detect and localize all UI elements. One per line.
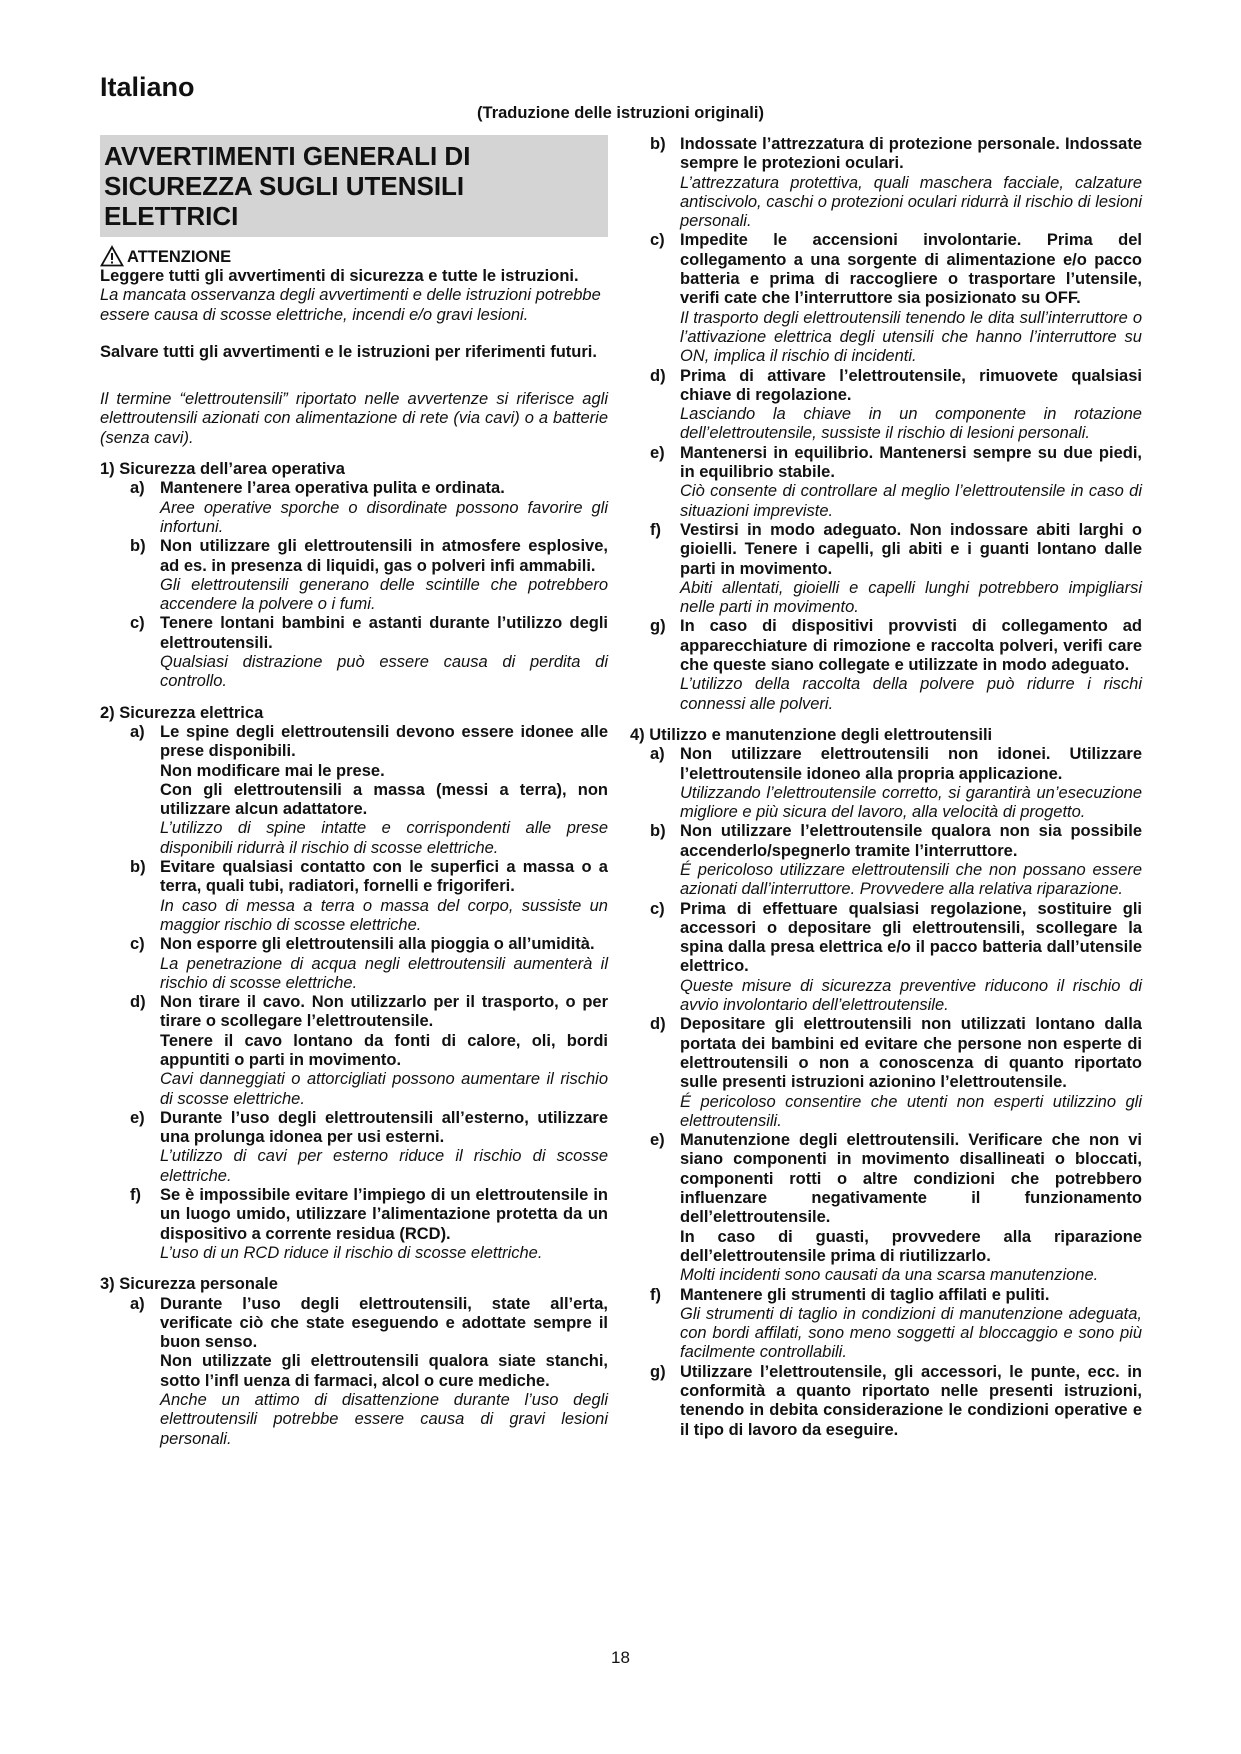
list-item	[650, 1015, 1142, 1131]
item-italic: Aree operative sporche o disordinate possono favorire gli infortuni.	[160, 498, 608, 536]
section-heading: 1) Sicurezza dell’area operativa	[100, 460, 345, 479]
warning-triangle-icon	[100, 245, 124, 267]
item-label: d)	[650, 366, 666, 385]
list-item	[130, 723, 608, 858]
item-bold: Prima di attivare l’elettroutensile, rimuovete qualsiasi chiave di regolazione.	[680, 366, 1142, 404]
item-bold: Non utilizzare elettroutensili non idonei. Utilizzare l’elettroutensile idoneo alla propria applicazione.	[680, 745, 1142, 783]
item-label: f)	[650, 520, 661, 539]
left-column	[100, 135, 608, 1449]
item-italic: Cavi danneggiati o attorcigliati possono aumentare il rischio di scosse elettriche.	[160, 1070, 608, 1108]
section-heading: 3) Sicurezza personale	[100, 1275, 278, 1294]
item-bold: Non esporre gli elettroutensili alla pioggia o all’umidità.	[160, 935, 595, 954]
item-bold: In caso di guasti, provvedere alla riparazione dell’elettroutensile prima di riutilizzarlo.	[680, 1227, 1142, 1265]
list-item	[650, 521, 1142, 617]
page-language: Italiano	[100, 72, 195, 102]
list-item	[650, 444, 1142, 521]
list-item	[650, 367, 1142, 444]
item-bold: Prima di effettuare qualsiasi regolazione, sostituire gli accessori o depositare gli elettroutensili, scollegare la spina dalla presa elettrica e/o il pacco batteria dall’utensile elettrico.	[680, 899, 1142, 976]
item-italic: In caso di messa a terra o massa del corpo, sussiste un maggior rischio di scosse elettriche.	[160, 896, 608, 934]
item-label: b)	[650, 822, 666, 841]
warning-heading	[100, 245, 608, 267]
item-italic: Lasciando la chiave in un componente in rotazione dell’elettroutensile, sussiste il rischio di lesioni personali.	[680, 405, 1142, 443]
item-label: d)	[650, 1015, 666, 1034]
item-bold: Se è impossibile evitare l’impiego di un elettroutensile in un luogo umido, utilizzare l’alimentazione protetta da un dispositivo a corrente residua (RCD).	[160, 1186, 608, 1243]
item-label: d)	[130, 993, 146, 1012]
item-italic: Qualsiasi distrazione può essere causa di perdita di controllo.	[160, 653, 608, 691]
item-italic: Gli elettroutensili generano delle scintille che potrebbero accendere la polvere o i fumi.	[160, 575, 608, 614]
item-label: g)	[650, 617, 666, 636]
item-italic: Il trasporto degli elettroutensili tenendo le dita sull’interruttore o l’attivazione elettrica degli utensili che hanno l’interruttore su ON, implica il rischio di incidenti.	[680, 308, 1142, 366]
item-bold: Indossate l’attrezzatura di protezione personale. Indossate sempre le protezioni oculari.	[680, 135, 1142, 173]
list-item	[650, 1286, 1142, 1363]
item-italic: É pericoloso utilizzare elettroutensili che non possano essere azionati dall’interruttore. Provvedere alla relativa riparazione.	[680, 860, 1142, 899]
item-italic: Gli strumenti di taglio in condizioni di manutenzione adeguata, con bordi affilati, sono meno soggetti al bloccaggio e sono più facilmente controllabili.	[680, 1304, 1142, 1362]
item-label: e)	[650, 443, 665, 462]
section-heading: 4) Utilizzo e manutenzione degli elettroutensili	[630, 725, 993, 744]
item-label: b)	[130, 858, 146, 877]
item-italic: Queste misure di sicurezza preventive riducono il rischio di avvio involontario dell’elettroutensile.	[680, 976, 1142, 1015]
list-item	[650, 231, 1142, 366]
list-item	[650, 135, 1142, 231]
item-bold: Evitare qualsiasi contatto con le superfici a massa o a terra, quali tubi, radiatori, fornelli e frigoriferi.	[160, 858, 608, 896]
item-italic: L’utilizzo di spine intatte e corrispondenti alle prese disponibili ridurrà il rischio di scosse elettriche.	[160, 819, 608, 857]
section-title	[100, 135, 608, 237]
title-line: SICUREZZA SUGLI UTENSILI	[104, 171, 465, 201]
list-item	[130, 1109, 608, 1186]
item-bold: Vestirsi in modo adeguato. Non indossare abiti larghi o gioielli. Tenere i capelli, gli abiti e i guanti lontano dalle parti in movimento.	[680, 520, 1142, 578]
item-italic: Anche un attimo di disattenzione durante l’uso degli elettroutensili potrebbe essere causa di gravi lesioni personali.	[160, 1391, 608, 1448]
item-bold: Depositare gli elettroutensili non utilizzati lontano dalla portata dei bambini ed evitare che persone non esperte di elettroutensili o non a conoscenza di quanto riportato sulle presenti istruzioni azionino l’elettroutensile.	[680, 1015, 1142, 1092]
item-bold: Mantenere gli strumenti di taglio affilati e puliti.	[680, 1285, 1050, 1304]
item-label: c)	[650, 899, 665, 918]
list-item	[130, 935, 608, 993]
item-bold: Non tirare il cavo. Non utilizzarlo per il trasporto, o per tirare o scollegare l’elettroutensile.	[160, 993, 608, 1031]
list-item	[650, 900, 1142, 1016]
item-italic: Ciò consente di controllare al meglio l’elettroutensile in caso di situazioni impreviste.	[680, 482, 1142, 520]
list-item	[130, 993, 608, 1109]
item-label: g)	[650, 1362, 666, 1381]
item-bold: Durante l’uso degli elettroutensili all’esterno, utilizzare una prolunga idonea per usi esterni.	[160, 1108, 608, 1147]
warning-label: ATTENZIONE	[127, 248, 232, 266]
item-label: c)	[130, 935, 145, 954]
right-column	[630, 135, 1142, 1440]
section-heading: 2) Sicurezza elettrica	[100, 703, 264, 722]
subtitle: (Traduzione delle istruzioni originali)	[477, 104, 764, 122]
item-label: a)	[650, 745, 665, 764]
list-item	[650, 745, 1142, 822]
warning-italic: La mancata osservanza degli avvertimenti e delle istruzioni potrebbe essere causa di scosse elettriche, incendi e/o gravi lesioni.	[100, 286, 601, 324]
item-label: a)	[130, 722, 145, 741]
list-item	[130, 537, 608, 614]
item-bold: Non modificare mai le prese.	[160, 761, 385, 780]
list-item	[130, 858, 608, 935]
item-italic: Molti incidenti sono causati da una scarsa manutenzione.	[680, 1266, 1099, 1285]
item-bold: Le spine degli elettroutensili devono essere idonee alle prese disponibili.	[160, 722, 608, 761]
list-item	[650, 1363, 1142, 1440]
list-item	[130, 1295, 608, 1449]
item-italic: La penetrazione di acqua negli elettroutensili aumenterà il rischio di scosse elettriche.	[160, 954, 608, 992]
item-bold: Tenere il cavo lontano da fonti di calore, oli, bordi appuntiti o parti in movimento.	[160, 1031, 608, 1069]
item-bold: Non utilizzate gli elettroutensili qualora siate stanchi, sotto l’infl uenza di farmaci, alcol o cure mediche.	[160, 1352, 608, 1390]
item-label: b)	[130, 537, 146, 556]
item-bold: Mantenersi in equilibrio. Mantenersi sempre su due piedi, in equilibrio stabile.	[680, 443, 1142, 482]
item-label: a)	[130, 1294, 145, 1313]
item-italic: L’utilizzo della raccolta della polvere può ridurre i rischi connessi alle polveri.	[680, 675, 1142, 713]
page-number: 18	[611, 1648, 630, 1667]
item-bold: Impedite le accensioni involontarie. Prima del collegamento a una sorgente di alimentazione e/o pacco batteria e prima di raccogliere o trasportare l’utensile, verifi cate che l’interruttore sia posizionato su OFF.	[680, 231, 1142, 308]
warning-bold: Leggere tutti gli avvertimenti di sicurezza e tutte le istruzioni.	[100, 267, 579, 285]
item-label: f)	[650, 1285, 661, 1304]
list-item	[130, 614, 608, 691]
item-bold: Durante l’uso degli elettroutensili, state all’erta, verificate ciò che state eseguendo e adottate sempre il buon senso.	[160, 1294, 608, 1352]
item-bold: Non utilizzare l’elettroutensile qualora non sia possibile accenderlo/spegnerlo tramite l’interruttore.	[680, 822, 1142, 860]
item-italic: É pericoloso consentire che utenti non esperti utilizzino gli elettroutensili.	[680, 1092, 1142, 1130]
list-item	[130, 479, 608, 537]
item-bold: Utilizzare l’elettroutensile, gli accessori, le punte, ecc. in conformità a quanto riportato nelle presenti istruzioni, tenendo in debita considerazione le condizioni operative e il tipo di lavoro da eseguire.	[680, 1362, 1142, 1439]
item-italic: L’attrezzatura protettiva, quali maschera facciale, calzature antiscivolo, caschi o protezioni oculari ridurrà il rischio di lesioni personali.	[680, 173, 1142, 231]
item-italic: Utilizzando l’elettroutensile corretto, si garantirà un’esecuzione migliore e più sicura del lavoro, alla velocità di progetto.	[680, 783, 1142, 822]
list-item	[650, 822, 1142, 899]
item-bold: Non utilizzare gli elettroutensili in atmosfere esplosive, ad es. in presenza di liquidi, gas o polveri infi ammabili.	[160, 537, 608, 575]
term-definition: Il termine “elettroutensili” riportato nelle avvertenze si riferisce agli elettroutensili azionati con alimentazione di rete (via cavi) o a batterie (senza cavi).	[100, 390, 608, 447]
list-item	[130, 1186, 608, 1263]
list-item	[650, 617, 1142, 713]
item-label: f)	[130, 1186, 141, 1205]
list-item	[650, 1131, 1142, 1285]
save-instructions: Salvare tutti gli avvertimenti e le istruzioni per riferimenti futuri.	[100, 342, 597, 361]
item-label: a)	[130, 479, 145, 498]
item-label: c)	[130, 614, 145, 633]
item-italic: L’uso di un RCD riduce il rischio di scosse elettriche.	[160, 1243, 543, 1262]
item-label: e)	[130, 1108, 145, 1127]
item-label: c)	[650, 231, 665, 250]
item-bold: In caso di dispositivi provvisti di collegamento ad apparecchiature di rimozione e raccolta polveri, verifi care che queste siano collegate e utilizzate in modo adeguato.	[680, 617, 1142, 675]
item-italic: Abiti allentati, gioielli e capelli lunghi potrebbero impigliarsi nelle parti in movimento.	[680, 578, 1142, 617]
title-line: AVVERTIMENTI GENERALI DI	[104, 141, 471, 171]
item-bold: Manutenzione degli elettroutensili. Verificare che non vi siano componenti in movimento disallineati o bloccati, componenti rotti o altre condizioni che potrebbero influenzare negativamente il funzionamento dell’elettroutensile.	[680, 1131, 1142, 1227]
item-bold: Tenere lontani bambini e astanti durante l’utilizzo degli elettroutensili.	[160, 614, 608, 652]
title-line: ELETTRICI	[104, 201, 239, 231]
item-italic: L’utilizzo di cavi per esterno riduce il rischio di scosse elettriche.	[160, 1147, 608, 1185]
item-bold: Con gli elettroutensili a massa (messi a terra), non utilizzare alcun adattatore.	[160, 780, 608, 819]
item-bold: Mantenere l’area operativa pulita e ordinata.	[160, 479, 505, 498]
item-label: e)	[650, 1131, 665, 1150]
item-label: b)	[650, 135, 666, 153]
